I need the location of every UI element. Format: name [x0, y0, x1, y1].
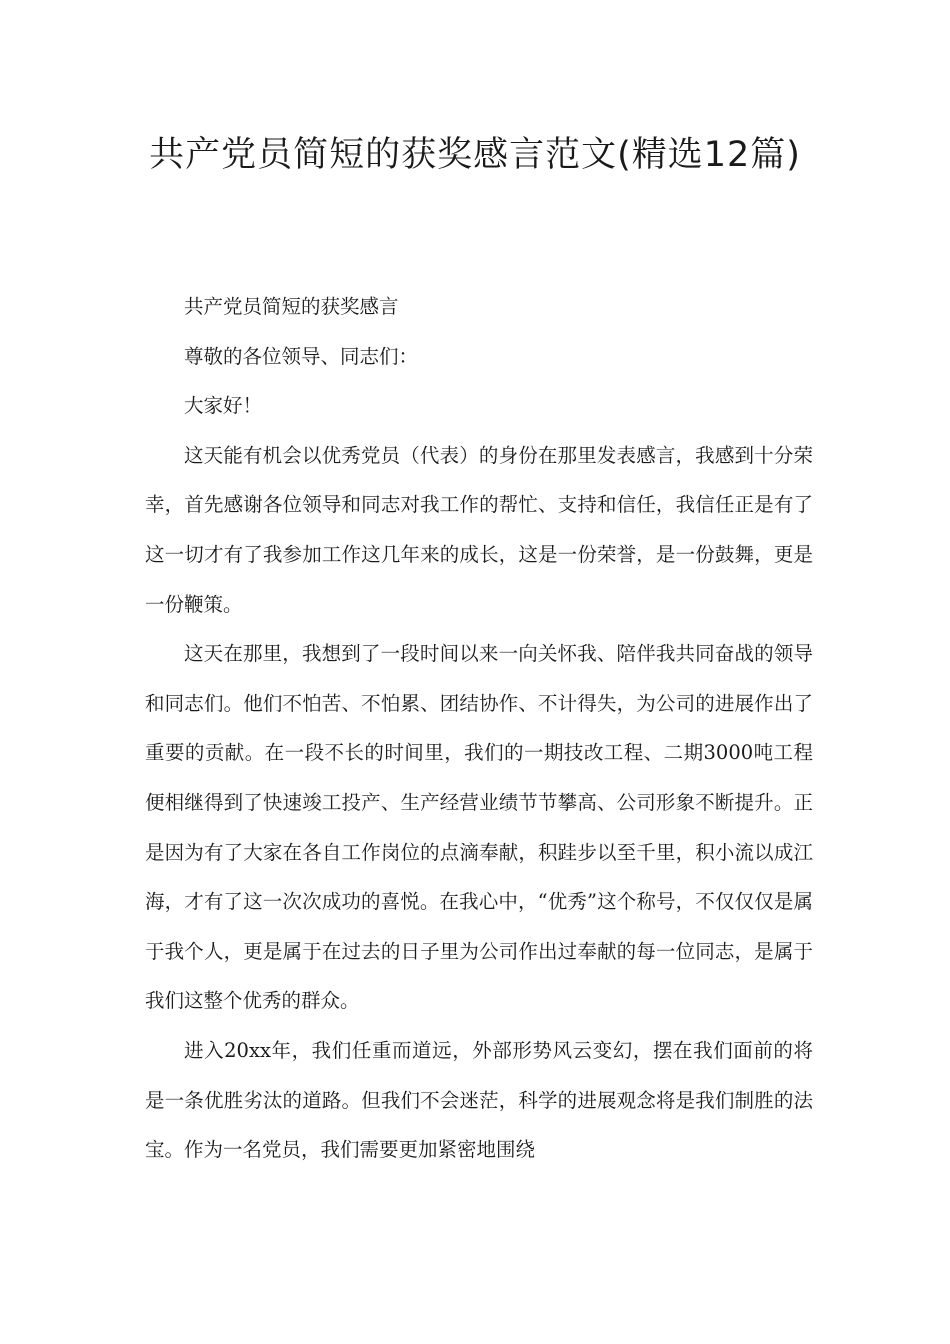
paragraph-greeting: 大家好！: [184, 394, 263, 418]
paragraph-salutation: 尊敬的各位领导、同志们：: [184, 344, 419, 368]
document-body: [145, 282, 813, 1175]
paragraph-1: 这天能有机会以优秀党员（代表）的身份在那里发表感言，我感到十分荣幸，首先感谢各位领导和同志对我工作的帮忙、支持和信任，我信任正是有了这一切才有了我参加工作这几年来的成长，这是一份荣誉，是一份鼓舞，更是一份鞭策。: [145, 443, 813, 616]
paragraph-2: 这天在那里，我想到了一段时间以来一向关怀我、陪伴我共同奋战的领导和同志们。他们不怕苦、不怕累、团结协作、不计得失，为公司的进展作出了重要的贡献。在一段不长的时间里，我们的一期技改工程、二期3000吨工程便相继得到了快速竣工投产、生产经营业绩节节攀高、公司形象不断提升。正是因为有了大家在各自工作岗位的点滴奉献，积跬步以至千里，积小流以成江海，才有了这一次次成功的喜悦。在我心中，“优秀”这个称号，不仅仅仅是属于我个人，更是属于在过去的日子里为公司作出过奉献的每一位同志，是属于我们这整个优秀的群众。: [145, 642, 813, 1013]
document-title: 共产党员简短的获奖感言范文(精选12篇): [149, 135, 801, 175]
paragraph-heading: 共产党员简短的获奖感言: [184, 295, 399, 318]
paragraph-3: 进入20xx年，我们任重而道远，外部形势风云变幻，摆在我们面前的将是一条优胜劣汰的道路。但我们不会迷茫，科学的进展观念将是我们制胜的法宝。作为一名党员，我们需要更加紧密地围绕: [145, 1038, 813, 1162]
